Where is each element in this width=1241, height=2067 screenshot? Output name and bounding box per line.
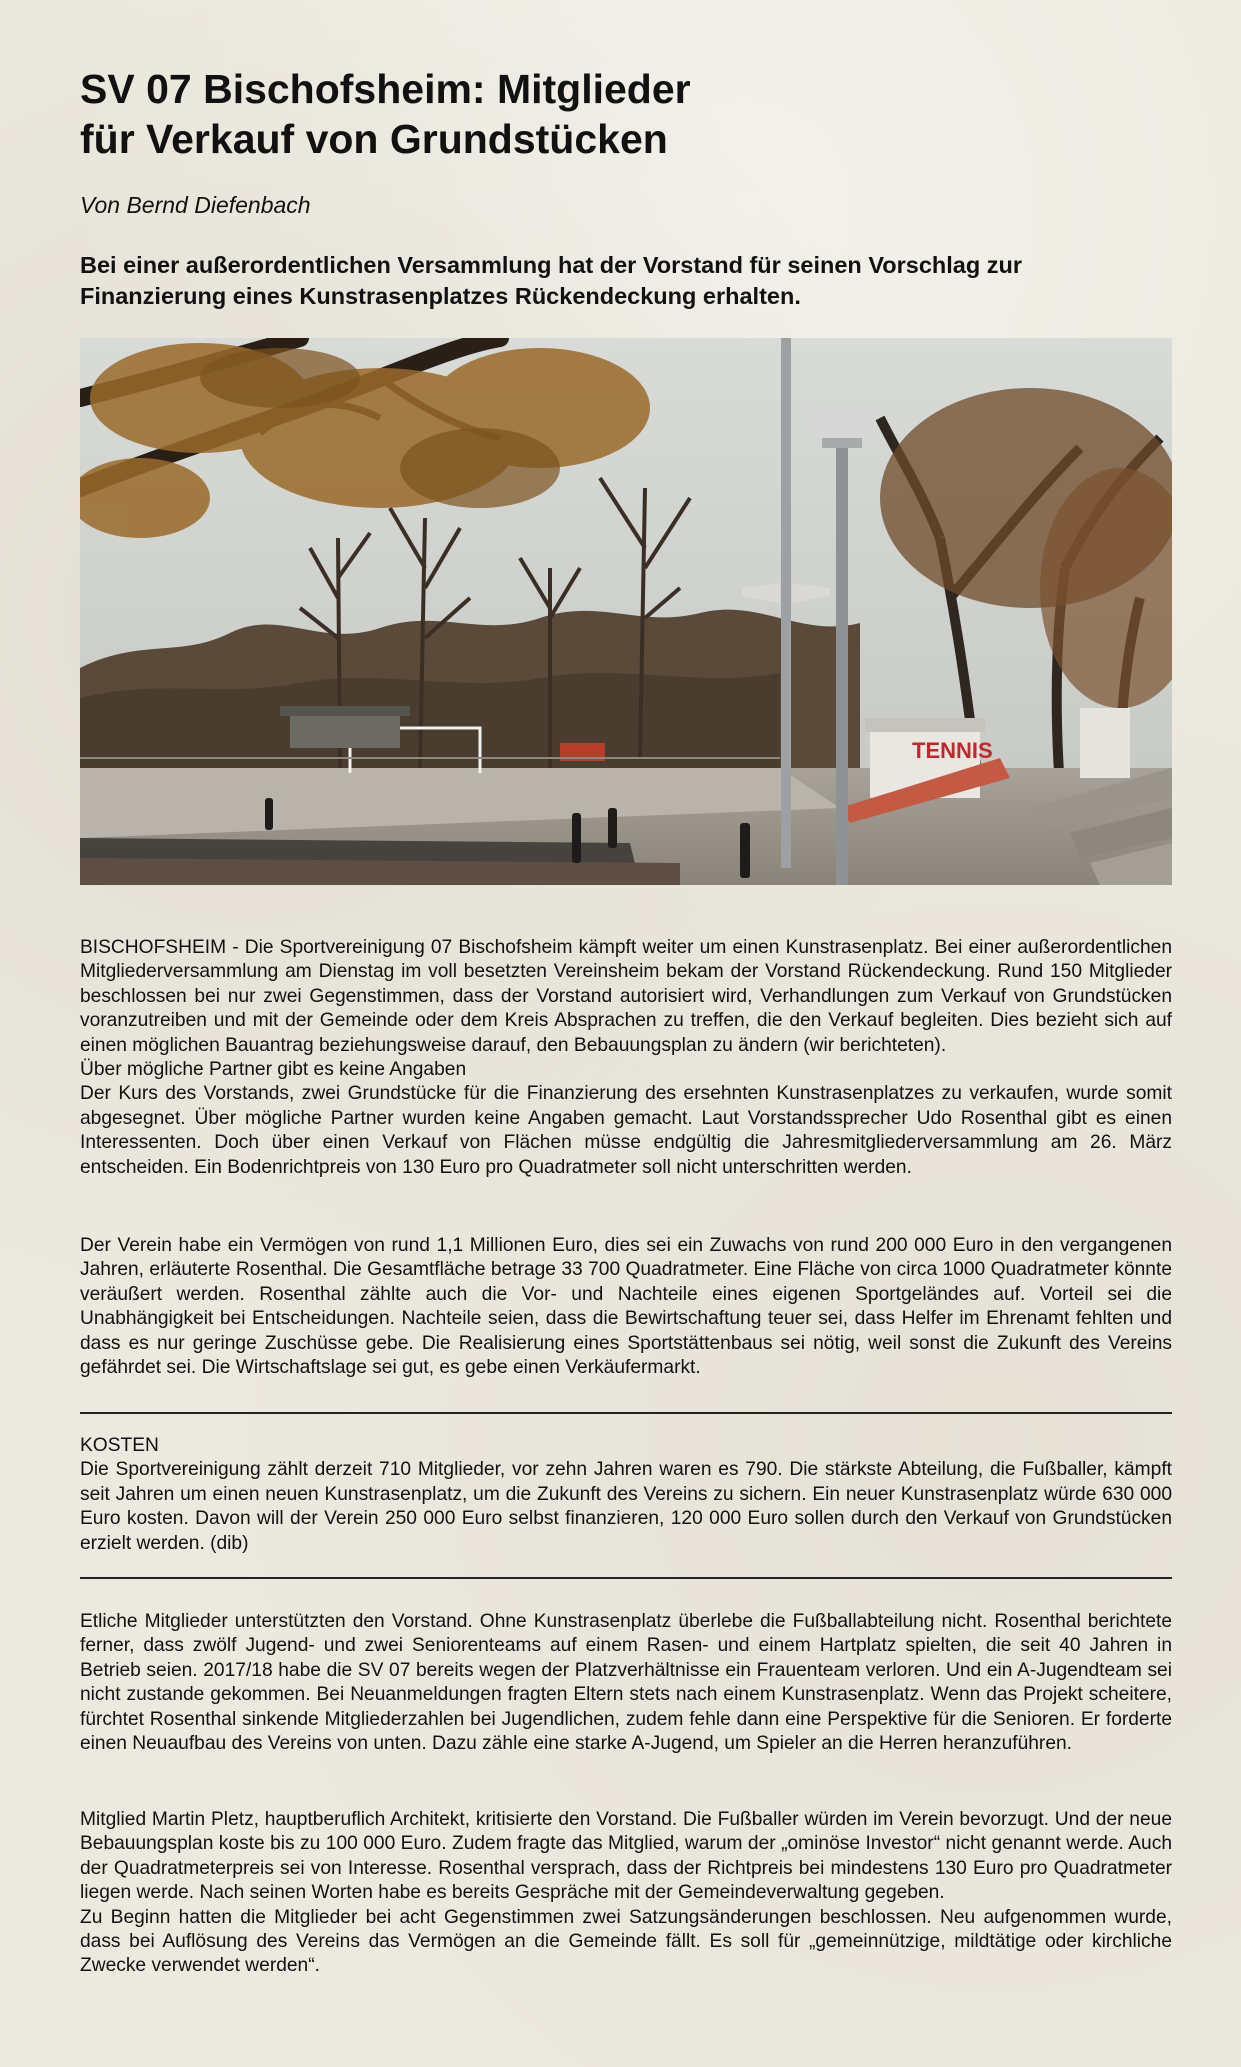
sports-ground-photo	[80, 338, 1172, 885]
paragraph-4: Etliche Mitglieder unterstützten den Vorstand. Ohne Kunstrasenplatz überlebe die Fußballabteilung nicht. Rosenthal berichtete ferner, dass zwölf Jugend- und zwei Seniorenteams auf einem Rasen- und einem Hartplatz spielten, die seit 40 Jahren in Betrieb seien. 2017/18 habe die SV 07 bereits wegen der Platzverhältnisse ein Frauenteam verloren. Und ein A-Jugendteam sei nicht zustande gekommen. Bei Neuanmeldungen fragten Eltern stets nach einem Kunstrasenplatz. Wenn das Projekt scheitere, fürchtet Rosenthal sinkende Mitgliederzahlen bei Jugendlichen, zudem fehle dann eine Perspektive für die Senioren. Er forderte einen Neuaufbau des Vereins von unten. Dazu zähle eine starke A-Jugend, um Spieler an die Herren heranzuführen.	[80, 1611, 1172, 1755]
tennis-sign: TENNIS	[912, 738, 993, 763]
paragraph-6: Zu Beginn hatten die Mitglieder bei acht Gegenstimmen zwei Satzungsänderungen beschlossen. Neu aufgenommen wurde, dass bei Auflösung des Vereins das Vermögen an die Gemeinde fällt. Es soll für „gemeinnützige, mildtätige oder kirchliche Zwecke verwendet werden“.	[80, 1906, 1172, 1977]
box-top-divider	[80, 1412, 1172, 1414]
article-subheading: Über mögliche Partner gibt es keine Angaben	[80, 1059, 467, 1081]
costs-box-text: Die Sportvereinigung zählt derzeit 710 Mitglieder, vor zehn Jahren waren es 790. Die stärkste Abteilung, die Fußballer, kämpft seit Jahren um einen neuen Kunstrasenplatz, um die Zukunft des Vereins zu sichern. Ein neuer Kunstrasenplatz würde 630 000 Euro kosten. Davon will der Verein 250 000 Euro selbst finanzieren, 120 000 Euro sollen durch den Verkauf von Grundstücken erzielt werden. (dib)	[80, 1459, 1172, 1554]
headline-line-2: für Verkauf von Grundstücken	[80, 116, 668, 162]
article-photo	[80, 338, 1172, 885]
paragraph-5: Mitglied Martin Pletz, hauptberuflich Architekt, kritisierte den Vorstand. Die Fußballer würden im Verein bevorzugt. Und der neue Bebauungsplan koste bis zu 100 000 Euro. Zudem fragte das Mitglied, warum der „ominöse Investor“ nicht genannt werde. Auch der Quadratmeterpreis sei von Interesse. Rosenthal versprach, dass der Richtpreis bei mindestens 130 Euro pro Quadratmeter liegen werde. Nach seinen Worten habe es bereits Gespräche mit der Gemeindeverwaltung gegeben.	[80, 1809, 1172, 1904]
article-body-section	[80, 1234, 1172, 1380]
article-headline	[80, 64, 1080, 164]
costs-box	[80, 1434, 1172, 1556]
paragraph-1: BISCHOFSHEIM - Die Sportvereinigung 07 Bischofsheim kämpft weiter um einen Kunstrasenplatz. Bei einer außerordentlichen Mitgliederversammlung am Dienstag im voll besetzten Vereinsheim bekam der Vorstand Rückendeckung. Rund 150 Mitglieder beschlossen bei nur zwei Gegenstimmen, dass der Vorstand autorisiert wird, Verhandlungen zum Verkauf von Grundstücken voranzutreiben und mit der Gemeinde oder dem Kreis Absprachen zu treffen, die den Verkauf begleiten. Dies bezieht sich auf einen möglichen Bauantrag beziehungsweise darauf, den Bebauungsplan zu ändern (wir berichteten).	[80, 937, 1172, 1056]
box-bottom-divider	[80, 1577, 1172, 1579]
costs-box-heading: KOSTEN	[80, 1435, 159, 1456]
headline-line-1: SV 07 Bischofsheim: Mitglieder	[80, 66, 691, 112]
paragraph-3: Der Verein habe ein Vermögen von rund 1,1 Millionen Euro, dies sei ein Zuwachs von rund 200 000 Euro in den vergangenen Jahren, erläuterte Rosenthal. Die Gesamtfläche betrage 33 700 Quadratmeter. Eine Fläche von circa 1000 Quadratmeter könnte veräußert werden. Rosenthal zählte auch die Vor- und Nachteile eines eigenen Sportgeländes auf. Vorteil sei die Unabhängigkeit bei Entscheidungen. Nachteile seien, dass die Bewirtschaftung teuer sei, dass Helfer im Ehrenamt fehlten und dass es nur geringe Zuschüsse gebe. Die Realisierung eines Sportstättenbaus sei nötig, weil sonst die Zukunft des Vereins gefährdet sei. Die Wirtschaftslage sei gut, es gebe einen Verkäufermarkt.	[80, 1235, 1172, 1379]
author-byline: Von Bernd Diefenbach	[80, 192, 311, 218]
article-lead: Bei einer außerordentlichen Versammlung hat der Vorstand für seinen Vorschlag zur Finanzierung eines Kunstrasenplatzes Rückendeckung erhalten.	[80, 252, 1022, 309]
article-body-end	[80, 1808, 1172, 1979]
article-body-intro	[80, 936, 1172, 1180]
article-body-continued	[80, 1610, 1172, 1756]
paragraph-2: Der Kurs des Vorstands, zwei Grundstücke für die Finanzierung des ersehnten Kunstrasenplatzes zu verkaufen, wurde somit abgesegnet. Über mögliche Partner wurden keine Angaben gemacht. Laut Vorstandssprecher Udo Rosenthal gibt es einen Interessenten. Doch über einen Verkauf von Flächen müsse endgültig die Jahresmitgliederversammlung am 26. März entscheiden. Ein Bodenrichtpreis von 130 Euro pro Quadratmeter soll nicht unterschritten werden.	[80, 1083, 1172, 1178]
